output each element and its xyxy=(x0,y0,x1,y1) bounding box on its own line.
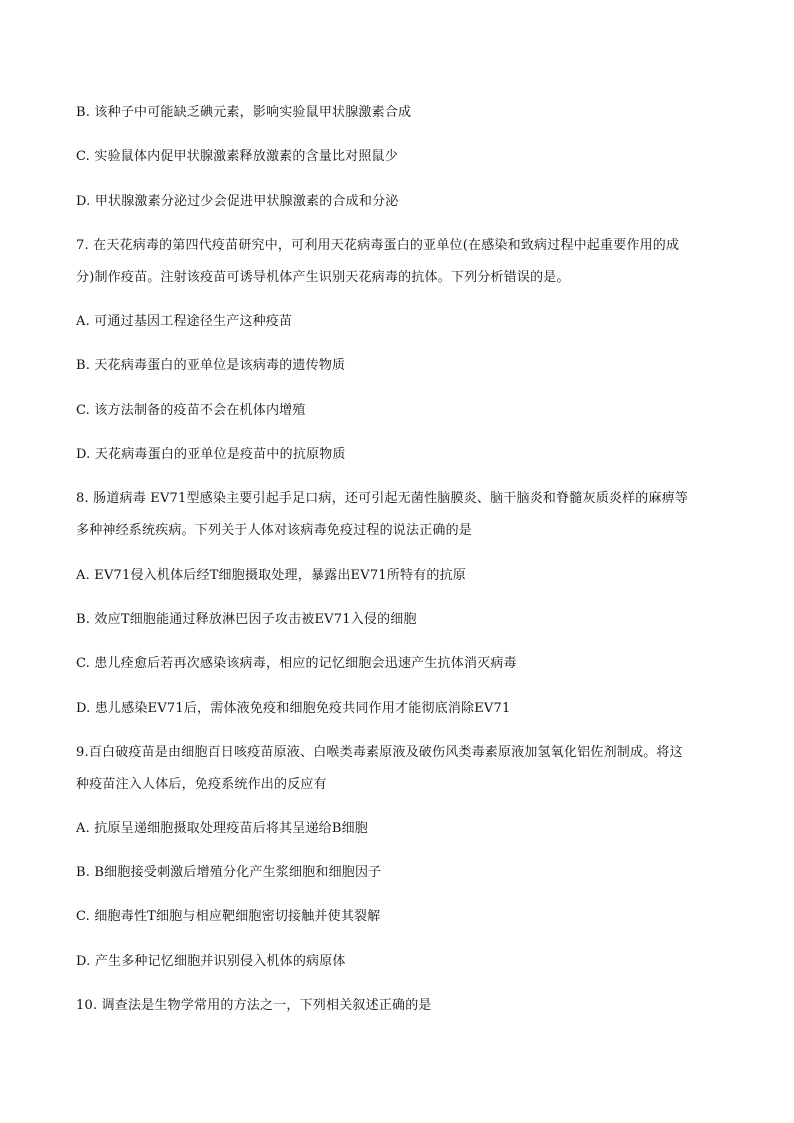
option-7d: D. 天花病毒蛋白的亚单位是疫苗中的抗原物质 xyxy=(76,447,346,462)
option-9a: A. 抗原呈递细胞摄取处理疫苗后将其呈递给B细胞 xyxy=(76,821,369,836)
question-8-line-2: 多种神经系统疾病。下列关于人体对该病毒免疫过程的说法正确的是 xyxy=(76,523,473,538)
question-10-line-1: 10. 调查法是生物学常用的方法之一，下列相关叙述正确的是 xyxy=(76,998,432,1013)
option-8c: C. 患儿痊愈后若再次感染该病毒，相应的记忆细胞会迅速产生抗体消灭病毒 xyxy=(76,656,517,671)
question-9-line-1: 9.百白破疫苗是由细胞百日咳疫苗原液、白喉类毒素原液及破伤风类毒素原液加氢氧化铝佐剂制成。将这 xyxy=(76,745,683,760)
option-6d: D. 甲状腺激素分泌过少会促进甲状腺激素的合成和分泌 xyxy=(76,194,399,209)
option-9c: C. 细胞毒性T细胞与相应靶细胞密切接触并使其裂解 xyxy=(76,909,381,924)
option-8b: B. 效应T细胞能通过释放淋巴因子攻击被EV71入侵的细胞 xyxy=(76,612,417,627)
option-8a: A. EV71侵入机体后经T细胞摄取处理，暴露出EV71所特有的抗原 xyxy=(76,568,466,583)
question-9-line-2: 种疫苗注入人体后，免疫系统作出的反应有 xyxy=(76,777,327,792)
option-8d: D. 患儿感染EV71后，需体液免疫和细胞免疫共同作用才能彻底消除EV71 xyxy=(76,701,511,716)
question-8-line-1: 8. 肠道病毒 EV71型感染主要引起手足口病，还可引起无菌性脑膜炎、脑干脑炎和脊髓灰质炎样的麻痹等 xyxy=(76,491,689,506)
question-7-line-2: 分)制作疫苗。注射该疫苗可诱导机体产生识别天花病毒的抗体。下列分析错误的是。 xyxy=(76,270,570,285)
question-7-line-1: 7. 在天花病毒的第四代疫苗研究中，可利用天花病毒蛋白的亚单位(在感染和致病过程中起重要作用的成 xyxy=(76,238,680,253)
option-6b: B. 该种子中可能缺乏碘元素，影响实验鼠甲状腺激素合成 xyxy=(76,105,412,120)
option-7b: B. 天花病毒蛋白的亚单位是该病毒的遗传物质 xyxy=(76,358,346,373)
option-7a: A. 可通过基因工程途径生产这种疫苗 xyxy=(76,314,293,329)
option-7c: C. 该方法制备的疫苗不会在机体内增殖 xyxy=(76,403,306,418)
option-9d: D. 产生多种记忆细胞并识别侵入机体的病原体 xyxy=(76,954,346,969)
option-9b: B. B细胞接受刺激后增殖分化产生浆细胞和细胞因子 xyxy=(76,865,382,880)
option-6c: C. 实验鼠体内促甲状腺激素释放激素的含量比对照鼠少 xyxy=(76,149,398,164)
